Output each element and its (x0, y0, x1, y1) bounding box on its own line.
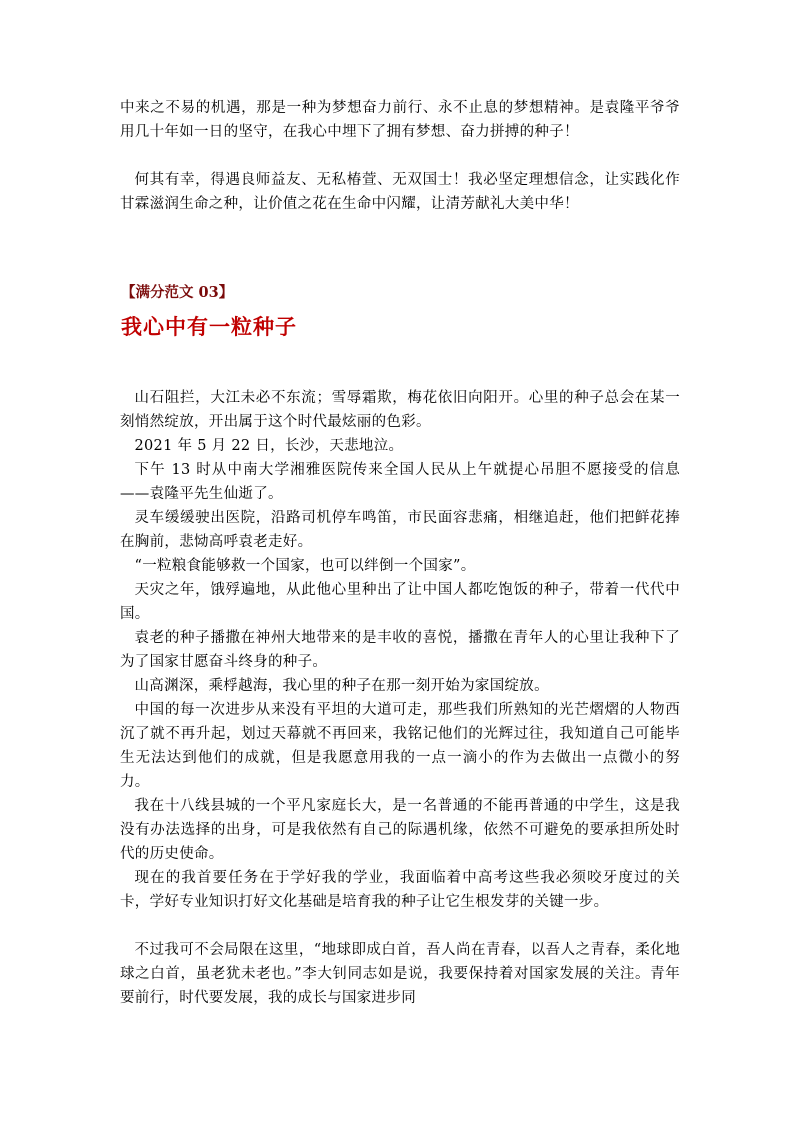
essay-paragraph-11: 现在的我首要任务在于学好我的学业，我面临着中高考这些我必须咬牙度过的关卡，学好专业知识打好文化基础是培育我的种子让它生根发芽的关键一步。 (120, 870, 680, 910)
top-paragraph-2: 何其有幸，得遇良师益友、无私椿萱、无双国士！我必坚定理想信念，让实践化作甘霖滋润生命之种，让价值之花在生命中闪耀，让清芳献礼大美中华！ (120, 172, 680, 212)
essay-paragraph-5: “一粒粮食能够救一个国家，也可以绊倒一个国家”。 (134, 558, 476, 574)
essay-paragraph-4: 灵车缓缓驶出医院，沿路司机停车鸣笛，市民面容悲痛，相继追赶，他们把鲜花捧在胸前，悲恸高呼袁老走好。 (120, 510, 680, 550)
top-paragraph-1: 中来之不易的机遇，那是一种为梦想奋力前行、永不止息的梦想精神。是袁隆平爷爷用几十年如一日的坚守，在我心中埋下了拥有梦想、奋力拼搏的种子！ (120, 100, 680, 140)
essay-paragraph-12: 不过我可不会局限在这里，“地球即成白首，吾人尚在青春，以吾人之青春，柔化地球之白首，虽老犹未老也。”李大钊同志如是说，我要保持着对国家发展的关注。青年要前行，时代要发展，我的成长与国家进步同 (120, 942, 680, 1006)
essay-title: 我心中有一粒种子 (121, 314, 297, 339)
essay-paragraph-10: 我在十八线县城的一个平凡家庭长大，是一名普通的不能再普通的中学生，这是我没有办法选择的出身，可是我依然有自己的际遇机缘，依然不可避免的要承担所处时代的历史使命。 (120, 798, 680, 862)
essay-paragraph-6: 天灾之年，饿殍遍地，从此他心里种出了让中国人都吃饱饭的种子，带着一代代中国。 (120, 582, 680, 622)
essay-paragraph-7: 袁老的种子播撒在神州大地带来的是丰收的喜悦，播撒在青年人的心里让我种下了为了国家甘愿奋斗终身的种子。 (120, 630, 680, 670)
essay-paragraph-3: 下午 13 时从中南大学湘雅医院传来全国人民从上午就提心吊胆不愿接受的信息——袁隆平先生仙逝了。 (120, 462, 680, 502)
essay-paragraph-8: 山高渊深，乘桴越海，我心里的种子在那一刻开始为家国绽放。 (134, 678, 549, 694)
essay-paragraph-1: 山石阻拦，大江未必不东流；雪辱霜欺，梅花依旧向阳开。心里的种子总会在某一刻悄然绽放，开出属于这个时代最炫丽的色彩。 (120, 390, 680, 430)
essay-paragraph-2: 2021 年 5 月 22 日，长沙，天悲地泣。 (134, 438, 404, 454)
essay-paragraph-9: 中国的每一次进步从来没有平坦的大道可走，那些我们所熟知的光芒熠熠的人物西沉了就不再升起，划过天幕就不再回来，我铭记他们的光辉过往，我知道自己可能毕生无法达到他们的成就，但是我愿意用我的一点一滴小的作为去做出一点微小的努力。 (120, 702, 680, 790)
essay-tag: 【满分范文 03】 (121, 284, 234, 301)
